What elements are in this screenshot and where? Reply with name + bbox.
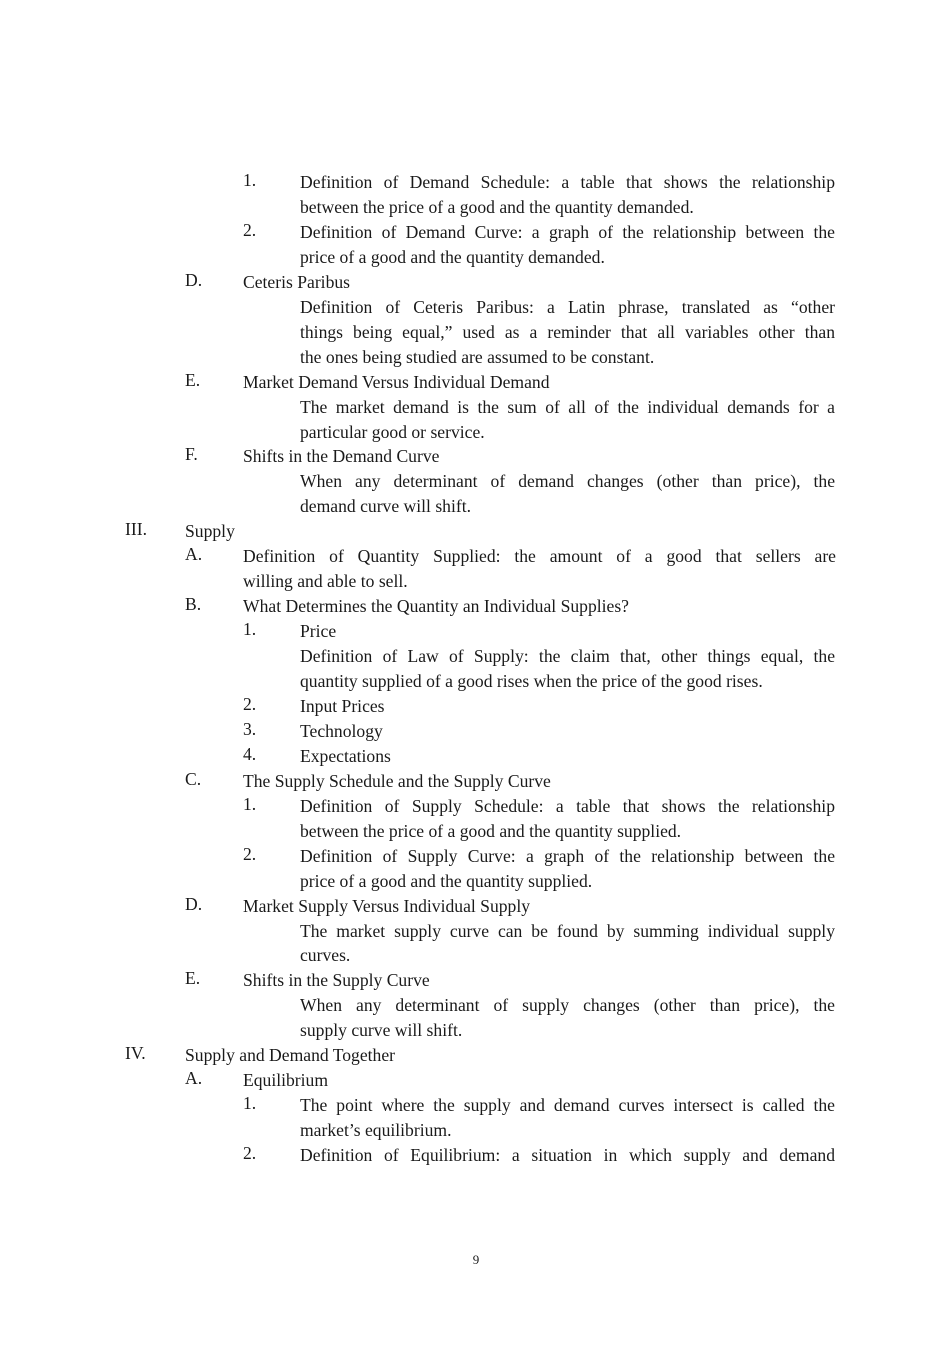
outline-line [0, 1093, 952, 1118]
outline-line [0, 469, 952, 494]
outline-line [0, 993, 952, 1018]
outline-marker: 1. [243, 619, 257, 640]
outline-text: Expectations [300, 745, 391, 766]
outline-text: Input Prices [300, 695, 385, 716]
outline-marker: 2. [243, 843, 257, 864]
outline-line [0, 968, 952, 993]
outline-marker: 1. [243, 170, 257, 190]
outline-line [0, 569, 952, 594]
outline-marker: A. [185, 544, 203, 565]
outline-text: between the price of a good and the quantity supplied. [300, 820, 682, 841]
outline-marker: IV. [125, 1043, 146, 1064]
outline-text: Equilibrium [243, 1070, 329, 1091]
outline-text: When any determinant of demand changes (other than price), the [300, 471, 835, 492]
outline-marker: B. [185, 594, 202, 615]
outline-line [0, 1018, 952, 1043]
outline-marker: III. [125, 519, 147, 540]
outline-text: Ceteris Paribus [243, 271, 351, 292]
outline-line [0, 894, 952, 919]
outline-marker: 1. [243, 793, 257, 814]
outline-text: The market supply curve can be found by summing individual supply [300, 920, 835, 941]
outline-line [0, 1143, 952, 1168]
outline-line [0, 395, 952, 420]
outline-line [0, 669, 952, 694]
outline-line [0, 619, 952, 644]
outline-text: Shifts in the Supply Curve [243, 970, 430, 991]
outline-line [0, 1043, 952, 1068]
outline-text: Definition of Demand Curve: a graph of the relationship between the [300, 221, 835, 242]
outline-marker: F. [185, 444, 198, 465]
outline-text: price of a good and the quantity supplied. [300, 870, 593, 891]
outline-line [0, 270, 952, 295]
outline-text: Definition of Equilibrium: a situation in which supply and demand [300, 1145, 835, 1166]
outline-text: supply curve will shift. [300, 1020, 463, 1041]
outline-marker: C. [185, 768, 202, 789]
outline-line [0, 694, 952, 719]
outline-text: Definition of Law of Supply: the claim that, other things equal, the [300, 646, 835, 667]
outline-text: Market Supply Versus Individual Supply [243, 895, 531, 916]
outline-line [0, 719, 952, 744]
outline-text: Definition of Supply Curve: a graph of the relationship between the [300, 845, 835, 866]
outline-line [0, 519, 952, 544]
outline-line [0, 1068, 952, 1093]
outline-text: What Determines the Quantity an Individual Supplies? [243, 596, 629, 617]
outline-line [0, 844, 952, 869]
outline-text: When any determinant of supply changes (other than price), the [300, 995, 835, 1016]
outline-text: price of a good and the quantity demanded. [300, 246, 605, 267]
outline-line [0, 245, 952, 270]
outline-line [0, 869, 952, 894]
outline-marker: D. [185, 893, 203, 914]
outline-line [0, 170, 952, 195]
outline-text: curves. [300, 945, 351, 966]
outline-line [0, 295, 952, 320]
outline-text: Supply and Demand Together [185, 1045, 396, 1066]
outline-marker: 3. [243, 718, 257, 739]
outline-text: Definition of Supply Schedule: a table that shows the relationship [300, 795, 835, 816]
outline-line [0, 494, 952, 519]
outline-line [0, 195, 952, 220]
outline-text: Market Demand Versus Individual Demand [243, 371, 550, 392]
outline-marker: 2. [243, 1143, 257, 1164]
outline-line [0, 544, 952, 569]
outline-text: The Supply Schedule and the Supply Curve [243, 770, 551, 791]
outline-text: willing and able to sell. [243, 571, 408, 592]
outline-marker: E. [185, 968, 201, 989]
outline-text: Technology [300, 720, 383, 741]
outline-text: particular good or service. [300, 421, 485, 442]
outline-line [0, 769, 952, 794]
outline-line [0, 420, 952, 445]
outline-line [0, 819, 952, 844]
outline-line [0, 220, 952, 245]
outline-line [0, 919, 952, 944]
outline-line [0, 644, 952, 669]
outline-text: Definition of Demand Schedule: a table that shows the relationship [300, 172, 835, 192]
outline-text: Definition of Ceteris Paribus: a Latin phrase, translated as “other [300, 296, 835, 317]
page-number: 9 [472, 1252, 480, 1267]
outline-text: market’s equilibrium. [300, 1120, 452, 1141]
outline-text: The market demand is the sum of all of the individual demands for a [300, 396, 835, 417]
outline-marker: A. [185, 1068, 203, 1089]
outline-text: things being equal,” used as a reminder that all variables other than [300, 321, 835, 342]
outline-line [0, 444, 952, 469]
outline-line [0, 345, 952, 370]
outline-marker: 4. [243, 743, 257, 764]
outline-line [0, 794, 952, 819]
outline-marker: D. [185, 269, 203, 290]
outline-text: demand curve will shift. [300, 496, 472, 517]
outline-text: Supply [185, 521, 235, 542]
outline-marker: 1. [243, 1093, 257, 1114]
outline-marker: E. [185, 369, 201, 390]
outline-line [0, 744, 952, 769]
outline-text: Price [300, 621, 337, 642]
outline-text: the ones being studied are assumed to be constant. [300, 346, 655, 367]
outline-text: The point where the supply and demand curves intersect is called the [300, 1095, 835, 1116]
outline-text: between the price of a good and the quantity demanded. [300, 196, 694, 217]
outline-line [0, 594, 952, 619]
outline-marker: 2. [243, 219, 257, 240]
outline-text: Definition of Quantity Supplied: the amount of a good that sellers are [243, 546, 836, 567]
outline-text: Shifts in the Demand Curve [243, 446, 440, 467]
outline-line [0, 943, 952, 968]
outline-marker: 2. [243, 693, 257, 714]
outline-text: quantity supplied of a good rises when the price of the good rises. [300, 671, 763, 691]
outline-line [0, 370, 952, 395]
outline-line [0, 1118, 952, 1143]
outline-line [0, 320, 952, 345]
